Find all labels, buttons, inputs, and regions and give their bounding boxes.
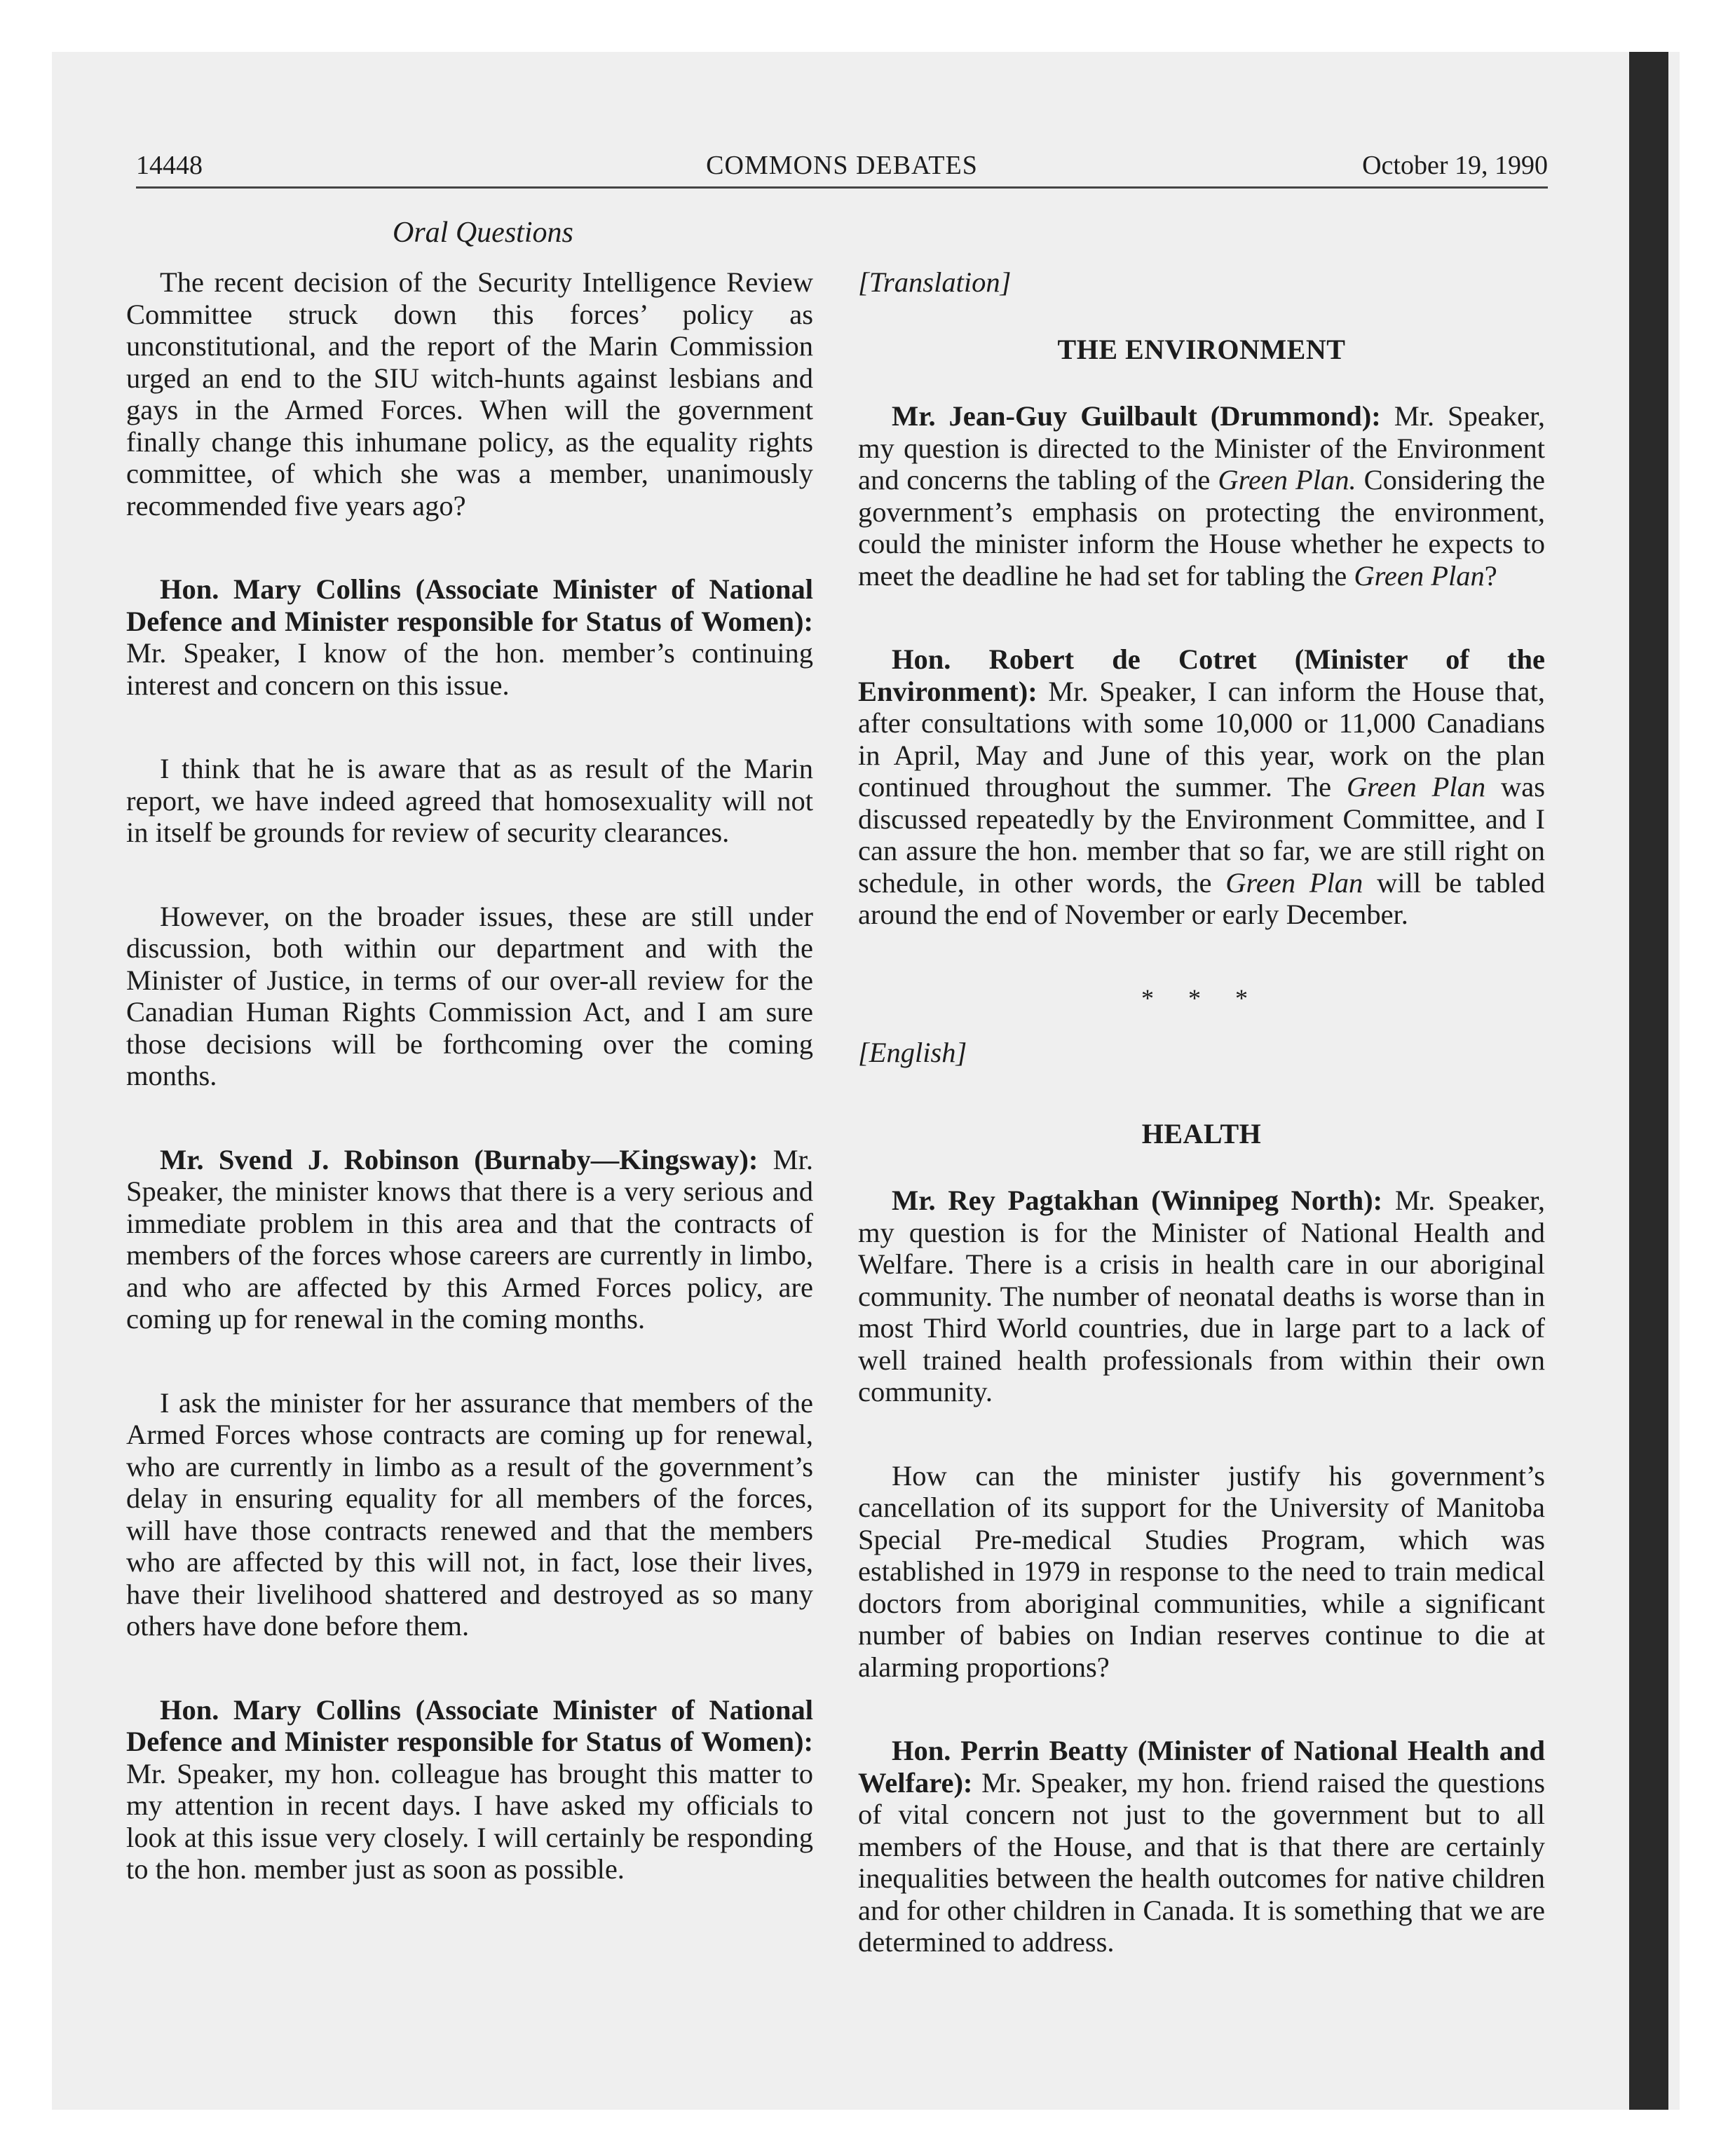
paragraph-text: Mr. Speaker, the minister knows that there is a very serious and immediate problem in this area and that the contracts of members of the forces whose careers are currently in limbo, and who are affected by this Armed Forces policy, are coming up for renewal in the coming months. xyxy=(126,1143,813,1335)
section-separator: * * * xyxy=(1141,983,1262,1012)
paragraph xyxy=(858,1460,1545,1684)
paragraph-text: I think that he is aware that as as result of the Marin report, we have indeed agreed that homosexuality will not in itself be grounds for review of security clearances. xyxy=(126,753,813,848)
section-label: Oral Questions xyxy=(393,217,573,249)
heading-health: HEALTH xyxy=(1141,1117,1262,1149)
scan-edge-shadow xyxy=(1629,52,1668,2110)
speaker-name: Mr. Svend J. Robinson (Burnaby—Kingsway): xyxy=(160,1143,758,1175)
speaker-name: Mr. Jean-Guy Guilbault (Drummond): xyxy=(892,400,1381,432)
paragraph xyxy=(126,753,813,849)
heading-environment: THE ENVIRONMENT xyxy=(1057,333,1346,365)
paragraph-text: Considering the government’s emphasis on protecting the environment, could the minister inform the House whether he expects to meet the deadline he had set for tabling the xyxy=(858,464,1545,592)
paragraph xyxy=(858,400,1545,592)
left-column xyxy=(126,266,813,1937)
italic-title: Green Plan. xyxy=(1218,464,1356,496)
paragraph-text: Mr. Speaker, I know of the hon. member’s continuing interest and concern on this issue. xyxy=(126,637,813,701)
paragraph xyxy=(126,1694,813,1885)
translation-tag: [Translation] xyxy=(858,266,1012,298)
paragraph xyxy=(126,901,813,1092)
page-header xyxy=(136,144,1548,186)
paragraph xyxy=(858,1735,1545,1958)
paragraph-text: ? xyxy=(1484,559,1497,592)
italic-title: Green Plan xyxy=(1225,866,1363,899)
speaker-name: Hon. Mary Collins (Associate Minister of National Defence and Minister responsible for Status of Women): xyxy=(126,1693,813,1757)
paragraph xyxy=(126,1144,813,1335)
paragraph xyxy=(858,1185,1545,1408)
paragraph xyxy=(126,573,813,701)
speaker-name: Mr. Rey Pagtakhan (Winnipeg North): xyxy=(892,1185,1383,1216)
paragraph-text: was discussed repeatedly by the Environment Committee, and I can assure the hon. member that so far, we are still right on schedule, in other words, the xyxy=(858,771,1546,899)
italic-title: Green Plan xyxy=(1347,771,1486,803)
page-date: October 19, 1990 xyxy=(1362,151,1548,180)
speaker-name: Hon. Perrin Beatty (Minister of National Health and Welfare): xyxy=(858,1735,1545,1799)
paragraph xyxy=(858,643,1545,931)
paragraph-text: However, on the broader issues, these are still under discussion, both within our department and with the Minister of Justice, in terms of our over-all review for the Canadian Human Rights Commission Act, and I am sure those decisions will be forthcoming over the coming months. xyxy=(126,900,813,1091)
header-rule xyxy=(136,186,1548,189)
english-tag: [English] xyxy=(858,1037,967,1068)
paragraph-text: Mr. Speaker, my question is directed to the Minister of the Environment and concerns the tabling of the xyxy=(858,400,1545,496)
paragraph-text: How can the minister justify his government’s cancellation of its support for the University of Manitoba Special Pre-medical Studies Program, which was established in 1979 in response to the need to train medical doctors from aboriginal communities, while a significant number of babies on Indian reserves continue to die at alarming proportions? xyxy=(858,1459,1545,1683)
paragraph-text: Mr. Speaker, my hon. friend raised the questions of vital concern not just to the government but to all members of the House, and that is that there are certainly inequalities between the health outcomes for native children and for other children in Canada. It is something that we are determined to address. xyxy=(858,1766,1545,1958)
paragraph-text: The recent decision of the Security Intelligence Review Committee struck down this forces’ policy as unconstitutional, and the report of the Marin Commission urged an end to the SIU witch-hunts against lesbians and gays in the Armed Forces. When will the government finally change this inhumane policy, as the equality rights committee, of which she was a member, unanimously recommended five years ago? xyxy=(126,266,813,521)
paragraph-text: Mr. Speaker, my hon. colleague has brought this matter to my attention in recent days. I have asked my officials to look at this issue very closely. I will certainly be responding to the hon. member just as soon as possible. xyxy=(126,1757,813,1885)
right-column xyxy=(858,266,1545,2010)
speaker-name: Hon. Robert de Cotret (Minister of the Environment): xyxy=(858,643,1545,707)
speaker-name: Hon. Mary Collins (Associate Minister of National Defence and Minister responsible for Status of Women): xyxy=(126,573,813,637)
italic-title: Green Plan xyxy=(1354,559,1485,592)
page-number: 14448 xyxy=(136,151,203,180)
paragraph-text: Mr. Speaker, I can inform the House that, after consultations with some 10,000 or 11,000 Canadians in April, May and June of this year, work on the plan continued throughout the summer. The xyxy=(858,675,1545,803)
paragraph-text: I ask the minister for her assurance that members of the Armed Forces whose contracts are coming up for renewal, who are currently in limbo as a result of the government’s delay in ensuring equality for all members of the forces, will have those contracts renewed and that the members who are affected by this will not, in fact, lose their lives, have their livelihood shattered and destroyed as so many others have done before them. xyxy=(126,1386,813,1642)
paragraph-text: Mr. Speaker, my question is for the Minister of National Health and Welfare. There is a crisis in health care in our aboriginal community. The number of neonatal deaths is worse than in most Third World countries, due in large part to a lack of well trained health professionals from within their own community. xyxy=(858,1185,1545,1407)
paragraph-text: will be tabled around the end of November or early December. xyxy=(858,866,1545,930)
paragraph xyxy=(126,1387,813,1642)
publication-title: COMMONS DEBATES xyxy=(706,151,978,180)
paragraph xyxy=(126,266,813,521)
